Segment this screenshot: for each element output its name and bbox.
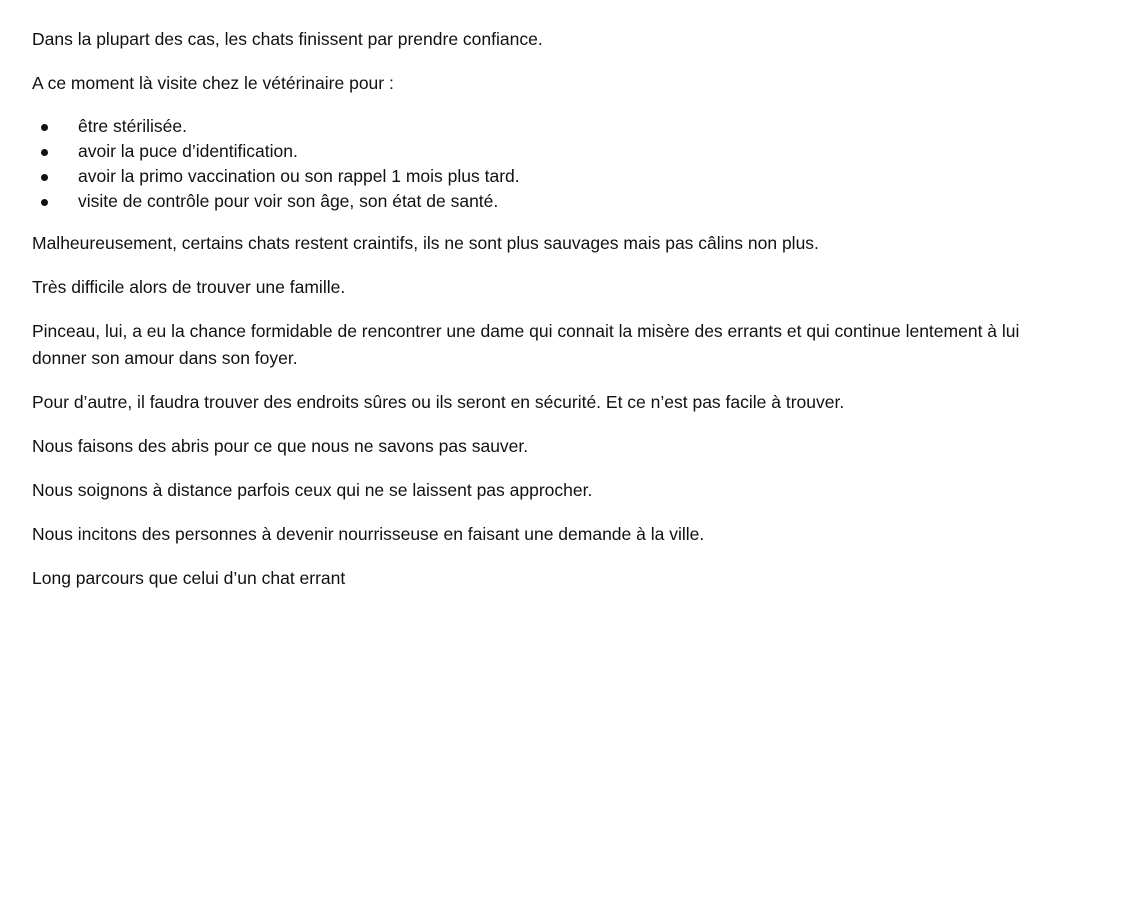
list-item <box>32 114 1132 139</box>
list-item <box>32 164 1132 189</box>
paragraph-family: Très difficile alors de trouver une famille. <box>32 277 346 297</box>
paragraph-vet-visit: A ce moment là visite chez le vétérinaire pour : <box>32 73 394 93</box>
list-item <box>32 139 1132 164</box>
list-item-text: avoir la puce d’identification. <box>78 141 298 161</box>
bullet-icon <box>41 124 48 131</box>
list-item-text: avoir la primo vaccination ou son rappel 1 mois plus tard. <box>78 166 520 186</box>
paragraph-shelters: Nous faisons des abris pour ce que nous ne savons pas sauver. <box>32 436 529 456</box>
list-item-text: visite de contrôle pour voir son âge, son état de santé. <box>78 191 499 211</box>
paragraph-conclusion: Long parcours que celui d’un chat errant <box>32 568 346 588</box>
paragraph-fearful-cats: Malheureusement, certains chats restent craintifs, ils ne sont plus sauvages mais pas câlins non plus. <box>32 233 819 253</box>
paragraph-remote-care: Nous soignons à distance parfois ceux qui ne se laissent pas approcher. <box>32 480 593 500</box>
paragraph-feeders: Nous incitons des personnes à devenir nourrisseuse en faisant une demande à la ville. <box>32 524 705 544</box>
bullet-icon <box>41 199 48 206</box>
paragraph-cats-trust: Dans la plupart des cas, les chats finissent par prendre confiance. <box>32 29 543 49</box>
bullet-icon <box>41 174 48 181</box>
bullet-icon <box>41 149 48 156</box>
list-item-text: être stérilisée. <box>78 116 187 136</box>
paragraph-pinceau: Pinceau, lui, a eu la chance formidable de rencontrer une dame qui connait la misère des errants et qui continue lentement à lui donner son amour dans son foyer. <box>32 321 1020 368</box>
paragraph-safe-places: Pour d’autre, il faudra trouver des endroits sûres ou ils seront en sécurité. Et ce n’est pas facile à trouver. <box>32 392 845 412</box>
list-item <box>32 189 1132 214</box>
document-body <box>32 26 1132 609</box>
vet-visit-list <box>32 114 1132 214</box>
